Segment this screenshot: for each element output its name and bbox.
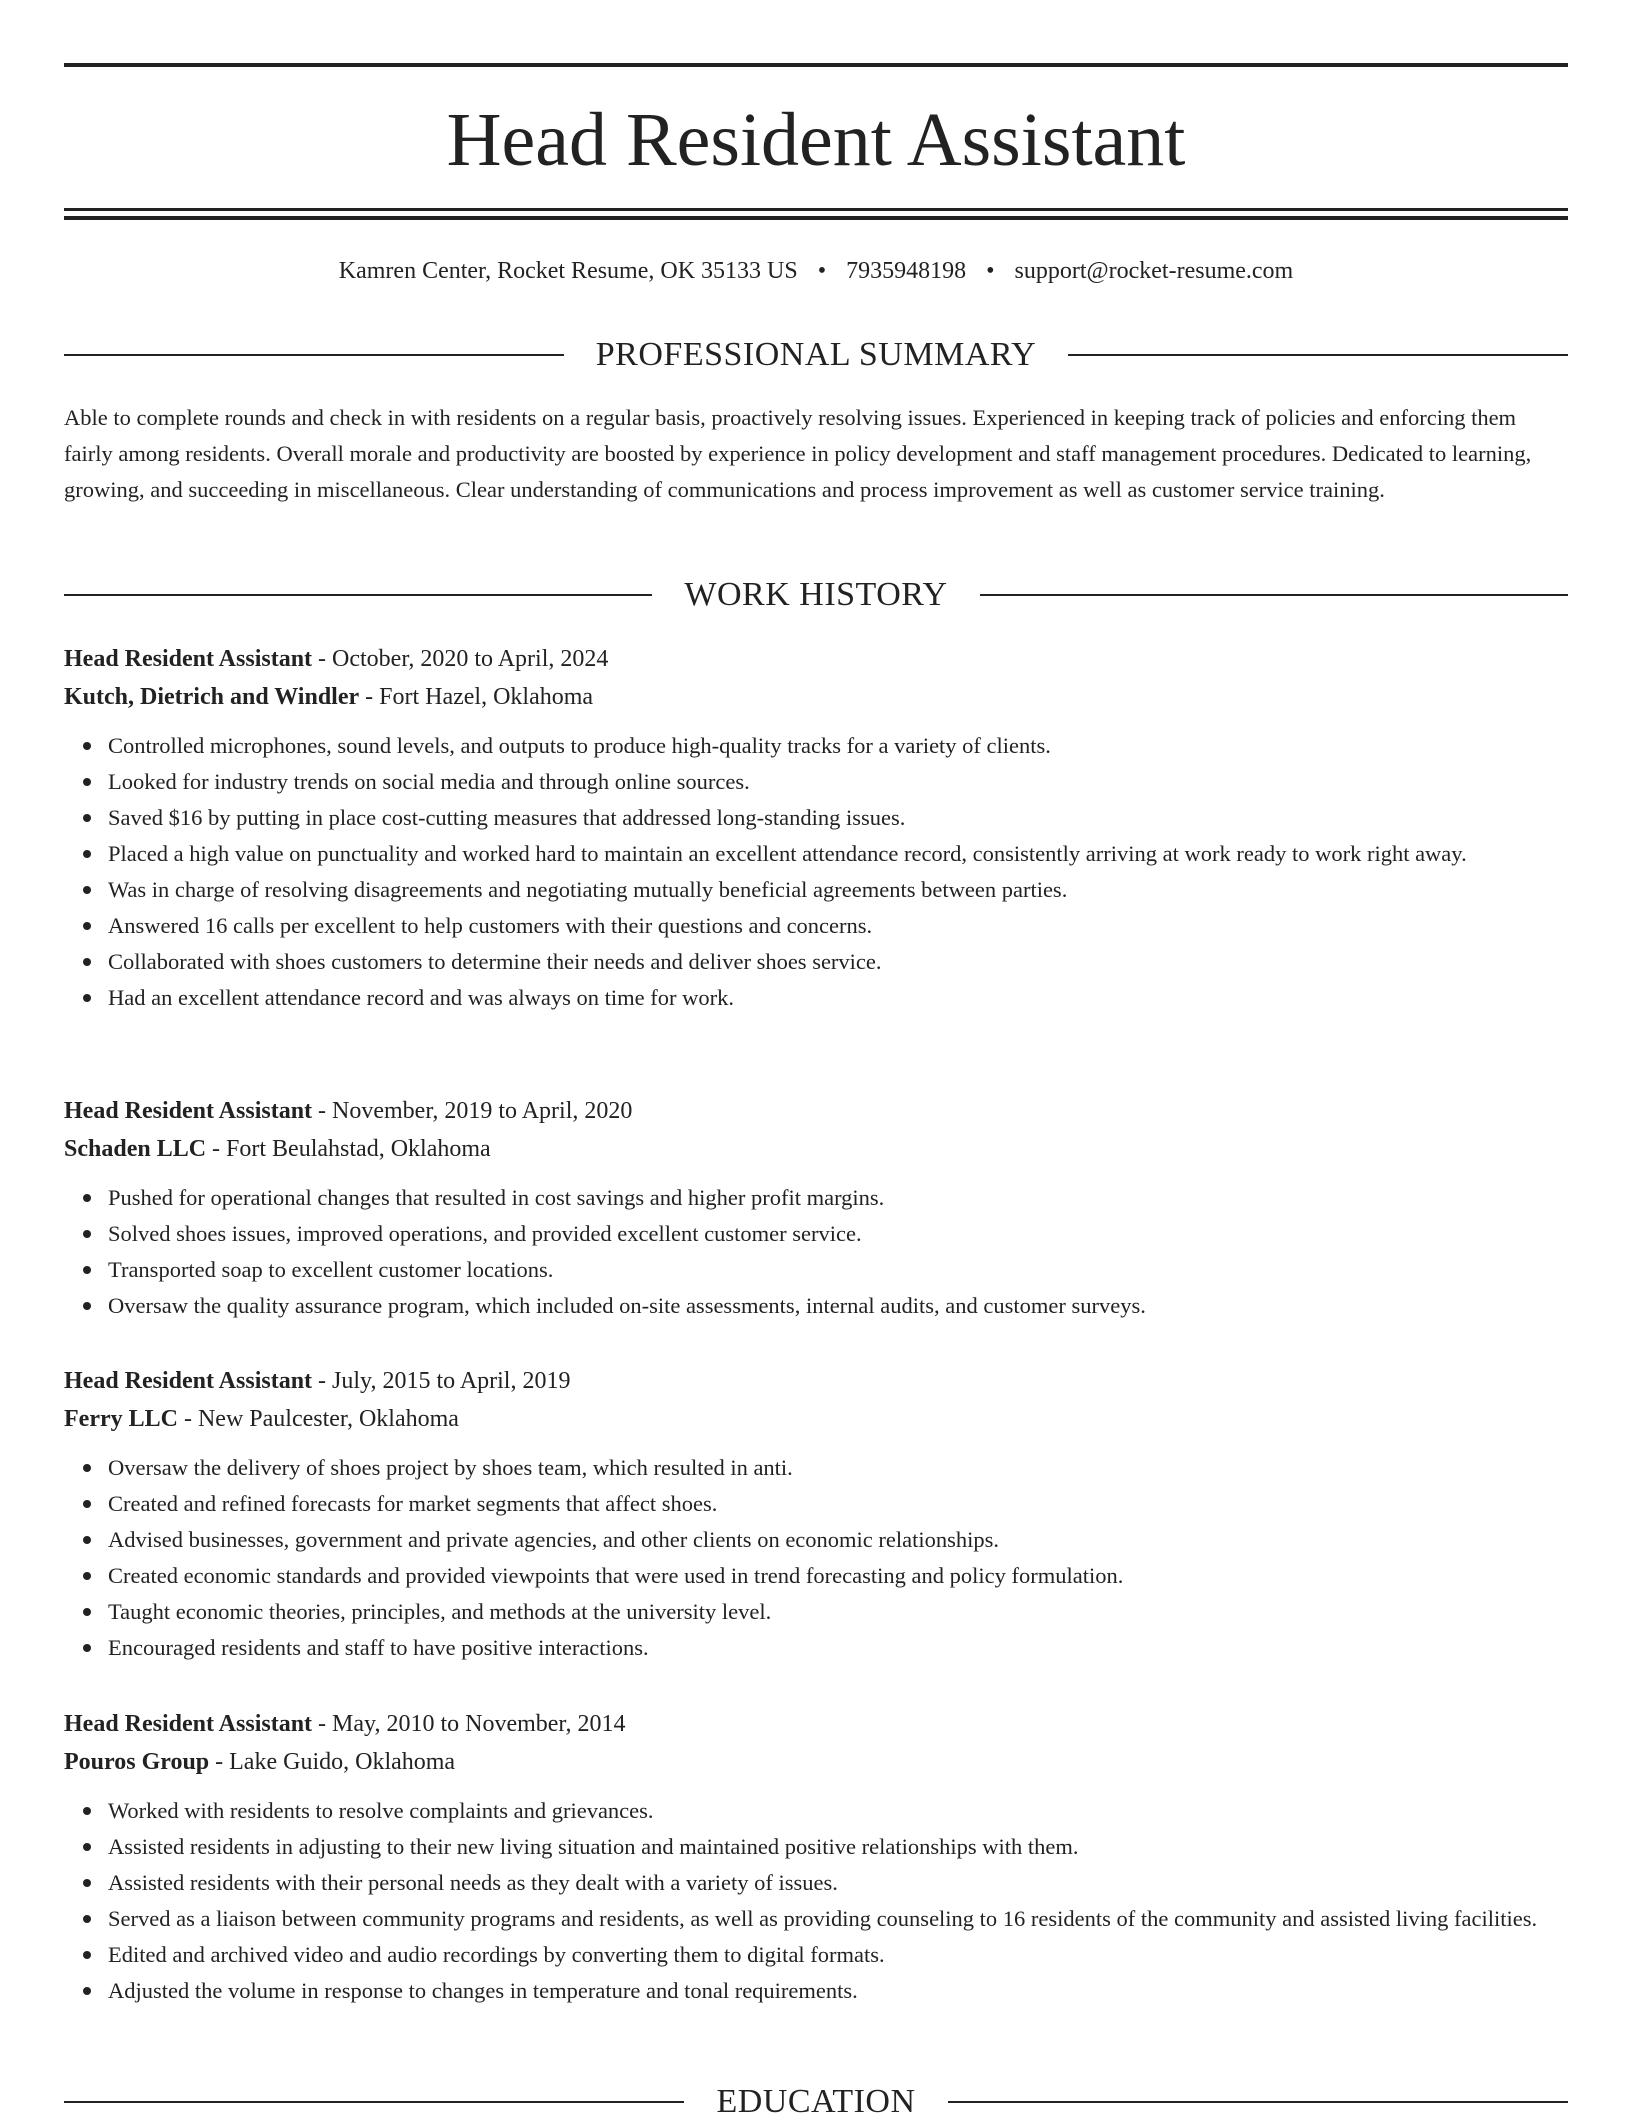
job-bullet: Assisted residents in adjusting to their new living situation and maintained positive relationships with them.	[108, 1829, 1568, 1865]
job-bullet: Taught economic theories, principles, and methods at the university level.	[108, 1594, 1568, 1630]
job-title-line	[64, 1362, 1568, 1400]
job-bullet: Saved $16 by putting in place cost-cutting measures that addressed long-standing issues.	[108, 800, 1568, 836]
job-company: Schaden LLC	[64, 1136, 207, 1162]
job-bullet: Worked with residents to resolve complaints and grievances.	[108, 1793, 1568, 1829]
job-company: Ferry LLC	[64, 1406, 178, 1432]
heading-rule-right	[1068, 354, 1568, 356]
job-bullet-list	[64, 1180, 1568, 1324]
job-bullet: Pushed for operational changes that resulted in cost savings and higher profit margins.	[108, 1180, 1568, 1216]
job-bullet-list	[64, 1793, 1568, 2009]
header-double-rule-upper	[64, 208, 1568, 211]
job-bullet: Created and refined forecasts for market segments that affect shoes.	[108, 1486, 1568, 1522]
job-entry	[64, 1705, 1568, 2009]
section-heading-education	[64, 2080, 1568, 2124]
job-bullet: Oversaw the quality assurance program, which included on-site assessments, internal audits, and customer surveys.	[108, 1288, 1568, 1324]
job-title-line	[64, 640, 1568, 678]
job-bullet: Served as a liaison between community programs and residents, as well as providing counseling to 16 residents of the community and assisted living facilities.	[108, 1901, 1568, 1937]
header-double-rule-lower	[64, 216, 1568, 220]
job-bullet: Assisted residents with their personal needs as they dealt with a variety of issues.	[108, 1865, 1568, 1901]
contact-separator: •	[817, 258, 827, 284]
job-location: - Fort Beulahstad, Oklahoma	[206, 1136, 491, 1162]
job-entry	[64, 1362, 1568, 1666]
job-bullet: Looked for industry trends on social media and through online sources.	[108, 764, 1568, 800]
job-bullet: Collaborated with shoes customers to determine their needs and deliver shoes service.	[108, 944, 1568, 980]
job-company: Kutch, Dietrich and Windler	[64, 684, 360, 710]
professional-summary-text: Able to complete rounds and check in with residents on a regular basis, proactively resolving issues. Experienced in keeping track of policies and enforcing them fairly among residents. Overall morale and productivity are boosted by experience in policy development and staff management procedures. Dedicated to learning, growing, and succeeding in miscellaneous. Clear understanding of communications and process improvement as well as customer service training.	[64, 405, 1532, 502]
job-bullet: Was in charge of resolving disagreements and negotiating mutually beneficial agreements between parties.	[108, 872, 1568, 908]
job-bullet: Edited and archived video and audio recordings by converting them to digital formats.	[108, 1937, 1568, 1973]
job-bullet: Solved shoes issues, improved operations, and provided excellent customer service.	[108, 1216, 1568, 1252]
job-dates: - May, 2010 to November, 2014	[312, 1711, 626, 1737]
contact-phone: 7935948198	[846, 258, 967, 284]
job-title: Head Resident Assistant	[64, 646, 313, 672]
job-dates: - July, 2015 to April, 2019	[312, 1368, 571, 1394]
job-bullet: Transported soap to excellent customer locations.	[108, 1252, 1568, 1288]
job-company-line	[64, 1743, 1568, 1781]
heading-rule-left	[64, 354, 564, 356]
contact-email: support@rocket-resume.com	[1014, 258, 1294, 284]
job-bullet: Controlled microphones, sound levels, and outputs to produce high-quality tracks for a variety of clients.	[108, 728, 1568, 764]
job-entry	[64, 1092, 1568, 1324]
job-company-line	[64, 678, 1568, 716]
job-dates: - October, 2020 to April, 2024	[312, 646, 609, 672]
section-heading-summary	[64, 333, 1568, 377]
job-location: - Lake Guido, Oklahoma	[209, 1749, 456, 1775]
job-location: - New Paulcester, Oklahoma	[177, 1406, 459, 1432]
job-bullet: Placed a high value on punctuality and worked hard to maintain an excellent attendance record, consistently arriving at work ready to work right away.	[108, 836, 1568, 872]
job-title-line	[64, 1705, 1568, 1743]
job-bullet-list	[64, 728, 1568, 1016]
job-title: Head Resident Assistant	[64, 1368, 313, 1394]
section-heading-work-history	[64, 573, 1568, 617]
job-bullet: Oversaw the delivery of shoes project by shoes team, which resulted in anti.	[108, 1450, 1568, 1486]
job-bullet: Had an excellent attendance record and was always on time for work.	[108, 980, 1568, 1016]
job-title-line	[64, 1092, 1568, 1130]
job-dates: - November, 2019 to April, 2020	[312, 1098, 633, 1124]
job-bullet: Encouraged residents and staff to have positive interactions.	[108, 1630, 1568, 1666]
top-rule	[64, 63, 1568, 67]
job-bullet: Advised businesses, government and private agencies, and other clients on economic relationships.	[108, 1522, 1568, 1558]
job-entry	[64, 640, 1568, 1016]
job-bullet: Created economic standards and provided viewpoints that were used in trend forecasting and policy formulation.	[108, 1558, 1568, 1594]
job-location: - Fort Hazel, Oklahoma	[359, 684, 594, 710]
contact-separator: •	[986, 258, 995, 284]
heading-rule-left	[64, 2101, 684, 2103]
contact-line	[64, 254, 1568, 288]
section-title-education: EDUCATION	[716, 2083, 916, 2120]
job-bullet: Adjusted the volume in response to changes in temperature and tonal requirements.	[108, 1973, 1568, 2009]
job-company: Pouros Group	[64, 1749, 210, 1775]
heading-rule-right	[948, 2101, 1568, 2103]
resume-name: Head Resident Assistant	[446, 98, 1186, 182]
job-company-line	[64, 1130, 1568, 1168]
job-bullet-list	[64, 1450, 1568, 1666]
heading-rule-right	[980, 594, 1568, 596]
contact-address: Kamren Center, Rocket Resume, OK 35133 US	[338, 258, 798, 284]
job-title: Head Resident Assistant	[64, 1711, 313, 1737]
job-title: Head Resident Assistant	[64, 1098, 313, 1124]
job-company-line	[64, 1400, 1568, 1438]
heading-rule-left	[64, 594, 652, 596]
section-title-work-history: WORK HISTORY	[684, 576, 948, 613]
job-bullet: Answered 16 calls per excellent to help customers with their questions and concerns.	[108, 908, 1568, 944]
section-title-summary: PROFESSIONAL SUMMARY	[595, 336, 1037, 373]
